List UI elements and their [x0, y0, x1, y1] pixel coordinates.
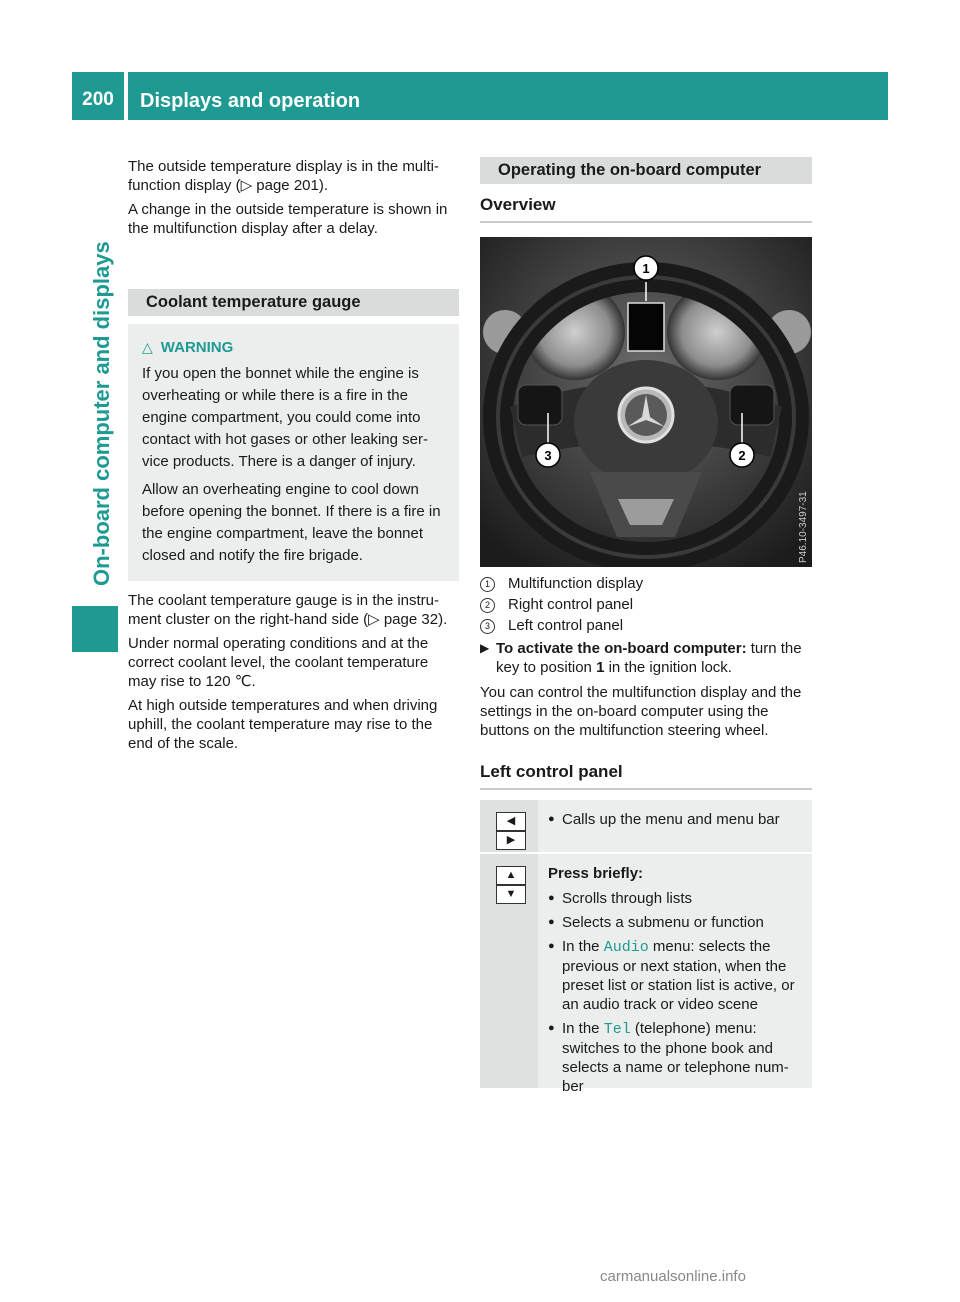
outside-temp-paragraph: The outside temperature display is in the multi- function display (▷ page 201).	[128, 158, 439, 194]
right-column	[480, 157, 812, 1095]
activation-instruction: ▶ To activate the on-board computer: turn the key to position 1 in the ignition lock.	[480, 640, 802, 676]
coolant-gauge-paragraph: The coolant temperature gauge is in the instru- ment cluster on the right-hand side (▷ page 32).	[128, 592, 448, 628]
row1-bullet: Calls up the menu and menu bar	[562, 811, 780, 828]
page-ref-icon: ▷	[368, 611, 380, 628]
temp-change-paragraph: A change in the outside temperature is shown in the multifunction display after a delay.	[128, 201, 448, 237]
multifunction-display-shape	[628, 303, 664, 351]
bullet-icon: ●	[548, 916, 555, 928]
press-briefly-label: Press briefly:	[548, 865, 644, 882]
overview-heading: Overview	[480, 194, 812, 223]
control-paragraph: You can control the multifunction display and the settings in the on-board computer using the buttons on the multifunction steering wheel.	[480, 684, 802, 739]
page-ref-icon: ▷	[240, 177, 253, 194]
page-ref-link[interactable]: page 201	[256, 177, 319, 194]
bullet-icon: ●	[548, 813, 555, 825]
up-arrow-key-icon: ▲	[496, 866, 526, 885]
callout-2-number: 2	[738, 448, 746, 463]
right-arrow-key-icon: ▶	[496, 831, 526, 850]
legend-label: Left control panel	[508, 617, 624, 634]
left-panel-heading: Left control panel	[480, 761, 812, 790]
section-title: Displays and operation	[140, 90, 361, 112]
legend-number: 1	[480, 577, 495, 592]
audio-menu-name: Audio	[603, 939, 649, 956]
legend-label: Multifunction display	[508, 575, 644, 592]
watermark: carmanualsonline.info	[600, 1268, 746, 1285]
legend-number: 3	[480, 619, 495, 634]
tel-menu-name: Tel	[603, 1021, 631, 1038]
figure-code: P46.10-3497-31	[798, 491, 809, 563]
callout-1-number: 1	[642, 261, 650, 276]
legend-item-1	[480, 574, 812, 593]
controls-row-scroll: ▲ ▼ Press briefly: ● Scrolls through lists ● Selects a submenu or function ● In the Audio menu: selects the previous or next station, when the preset list or station list is active, or an audio track or video scene ● In the Tel (telephone) menu: switches to the phone book and selects a name or telephone num- ber	[480, 854, 812, 1090]
warning-title: △ WARNING	[142, 339, 234, 356]
page-number: 200	[82, 89, 114, 110]
warning-paragraph-2: Allow an overheating engine to cool down before opening the bonnet. If there is a fire in the engine compartment, leave the bonnet closed and notify the fire brigade.	[142, 481, 441, 564]
callout-3-number: 3	[544, 448, 552, 463]
side-tab-marker	[72, 606, 118, 652]
bullet-icon: ●	[548, 1022, 555, 1034]
down-arrow-key-icon: ▼	[496, 885, 526, 904]
operating-heading: Operating the on-board computer	[480, 157, 812, 184]
left-column	[128, 157, 459, 758]
header-divider	[124, 72, 128, 120]
high-temp-paragraph: At high outside temperatures and when driving uphill, the coolant temperature may rise to the end of the scale.	[128, 697, 438, 752]
legend-item-2	[480, 595, 812, 614]
controls-row-menu	[480, 800, 812, 854]
steering-wheel-figure	[480, 237, 812, 567]
warning-triangle-icon: △	[142, 339, 153, 355]
bullet-icon: ●	[548, 892, 555, 904]
left-arrow-key-icon: ◀	[496, 812, 526, 831]
page-ref-link[interactable]: page 32	[383, 611, 439, 628]
warning-box	[128, 324, 459, 581]
coolant-heading: Coolant temperature gauge	[128, 289, 459, 316]
instruction-arrow-icon: ▶	[480, 641, 490, 655]
legend-label: Right control panel	[508, 596, 634, 613]
side-tab-label: On-board computer and displays	[89, 241, 114, 586]
normal-operation-paragraph: Under normal operating conditions and at the correct coolant level, the coolant temperature may rise to 120 ℃.	[128, 635, 429, 690]
legend-number: 2	[480, 598, 495, 613]
bullet-icon: ●	[548, 940, 555, 952]
warning-paragraph-1: If you open the bonnet while the engine is overheating or while there is a fire in the engine compartment, you could come into contact with hot gases or other leaking ser- vice products. There is a danger of injury.	[142, 365, 428, 470]
controls-table	[480, 800, 812, 1095]
steering-wheel-illustration	[480, 237, 812, 567]
legend-item-3	[480, 616, 812, 635]
